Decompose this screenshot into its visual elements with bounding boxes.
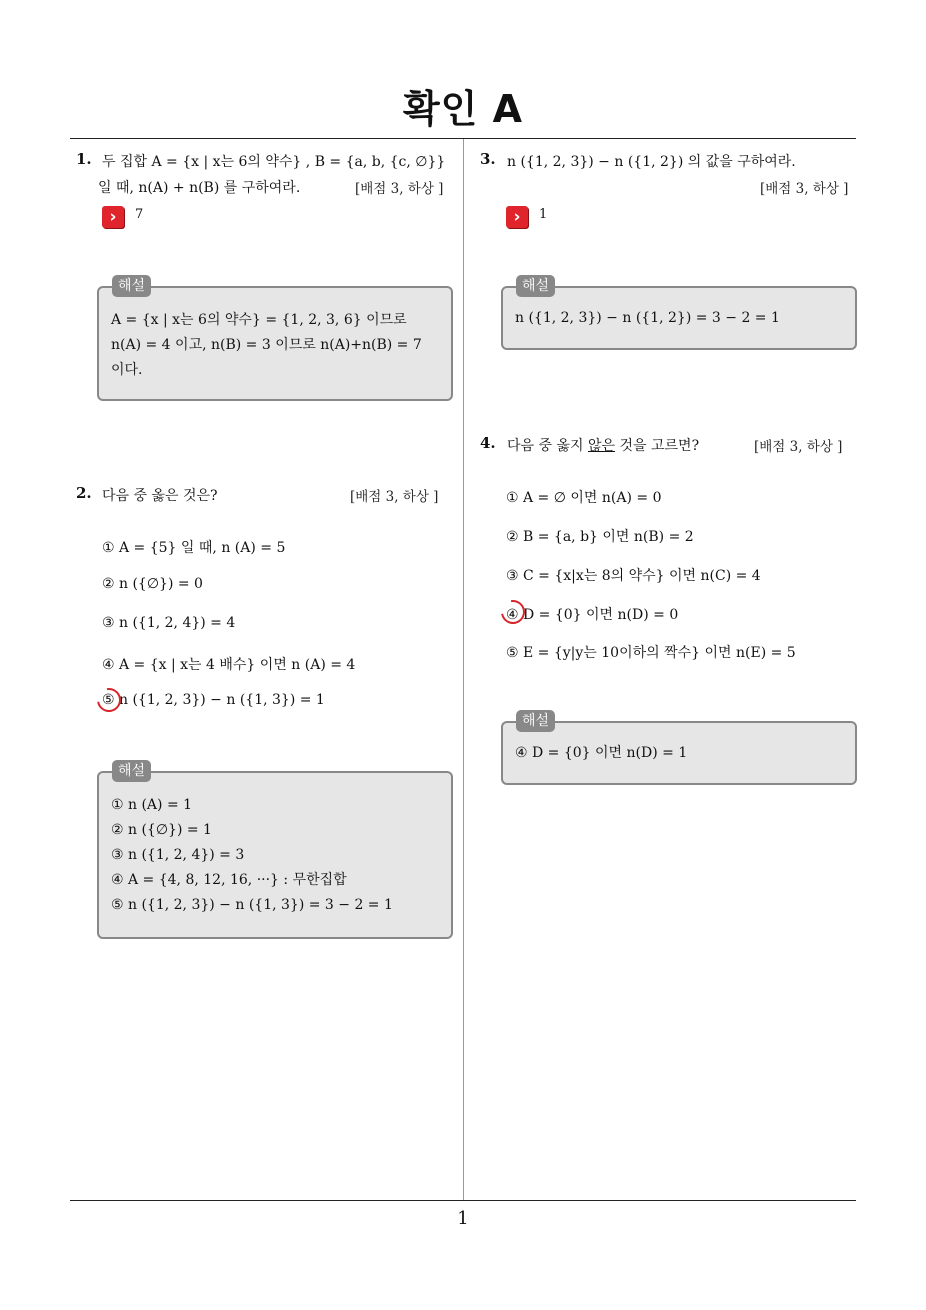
question-text-part: 다음 중 옳지	[507, 438, 588, 454]
question-number: 2.	[76, 484, 92, 502]
explanation-line: ① n (A) = 1	[111, 797, 193, 813]
explanation-line: ② n ({∅}) = 1	[111, 822, 212, 838]
explanation-line: ⑤ n ({1, 2, 3}) − n ({1, 3}) = 3 − 2 = 1	[111, 897, 393, 913]
explanation-box	[501, 721, 857, 785]
choice-2[interactable]: ② B = {a, b} 이면 n(B) = 2	[506, 529, 694, 545]
chevron-right-icon: ›	[102, 206, 124, 228]
explanation-line: 이다.	[111, 362, 143, 378]
answer-value: 7	[135, 207, 144, 222]
choice-4[interactable]: ④ A = {x | x는 4 배수} 이면 n (A) = 4	[102, 657, 356, 673]
question-meta: [배점 3, 하상 ]	[350, 489, 439, 505]
explanation-label: 해설	[112, 275, 151, 297]
question-text	[507, 435, 699, 455]
explanation-box	[97, 286, 453, 401]
explanation-line: ③ n ({1, 2, 4}) = 3	[111, 847, 245, 863]
explanation-box	[501, 286, 857, 350]
question-meta: [배점 3, 하상 ]	[355, 181, 444, 197]
question-number: 1.	[76, 150, 92, 168]
choice-1[interactable]: ① A = ∅ 이면 n(A) = 0	[506, 490, 662, 506]
question-meta: [배점 3, 하상 ]	[760, 181, 849, 197]
explanation-line: A = {x | x는 6의 약수} = {1, 2, 3, 6} 이므로	[111, 312, 407, 328]
choice-3[interactable]: ③ C = {x|x는 8의 약수} 이면 n(C) = 4	[506, 568, 761, 584]
page-number: 1	[457, 1208, 469, 1229]
explanation-box	[97, 771, 453, 939]
explanation-line: ④ A = {4, 8, 12, 16, ···} : 무한집합	[111, 872, 347, 888]
choice-5[interactable]: ⑤ n ({1, 2, 3}) − n ({1, 3}) = 1	[102, 692, 325, 708]
choice-4[interactable]: ④ D = {0} 이면 n(D) = 0	[506, 607, 679, 623]
question-number: 3.	[480, 150, 496, 168]
choice-1[interactable]: ① A = {5} 일 때, n (A) = 5	[102, 540, 286, 556]
page-title: 확인 A	[402, 87, 524, 131]
question-text-part: 것을 고르면?	[615, 438, 700, 454]
question-text-2: 일 때, n(A) + n(B) 를 구하여라.	[98, 180, 301, 196]
explanation-line: ④ D = {0} 이면 n(D) = 1	[515, 745, 688, 761]
question-meta: [배점 3, 하상 ]	[754, 439, 843, 455]
choice-5[interactable]: ⑤ E = {y|y는 10이하의 짝수} 이면 n(E) = 5	[506, 645, 796, 661]
selected-answer-circle	[92, 683, 125, 716]
question-number: 4.	[480, 434, 496, 452]
question-text: 두 집합 A = {x | x는 6의 약수} , B = {a, b, {c, ∅}}	[102, 154, 446, 170]
explanation-line: n ({1, 2, 3}) − n ({1, 2}) = 3 − 2 = 1	[515, 310, 780, 326]
choice-2[interactable]: ② n ({∅}) = 0	[102, 576, 203, 592]
explanation-label: 해설	[112, 760, 151, 782]
explanation-line: n(A) = 4 이고, n(B) = 3 이므로 n(A)+n(B) = 7	[111, 337, 422, 353]
question-text: 다음 중 옳은 것은?	[102, 488, 218, 504]
explanation-label: 해설	[516, 275, 555, 297]
column-divider	[463, 139, 464, 1201]
bottom-rule	[70, 1200, 856, 1201]
choice-3[interactable]: ③ n ({1, 2, 4}) = 4	[102, 615, 236, 631]
chevron-right-icon: ›	[506, 206, 528, 228]
question-text-emphasis: 않은	[587, 438, 616, 454]
question-text: n ({1, 2, 3}) − n ({1, 2}) 의 값을 구하여라.	[507, 154, 796, 170]
explanation-label: 해설	[516, 710, 555, 732]
answer-value: 1	[539, 207, 548, 222]
